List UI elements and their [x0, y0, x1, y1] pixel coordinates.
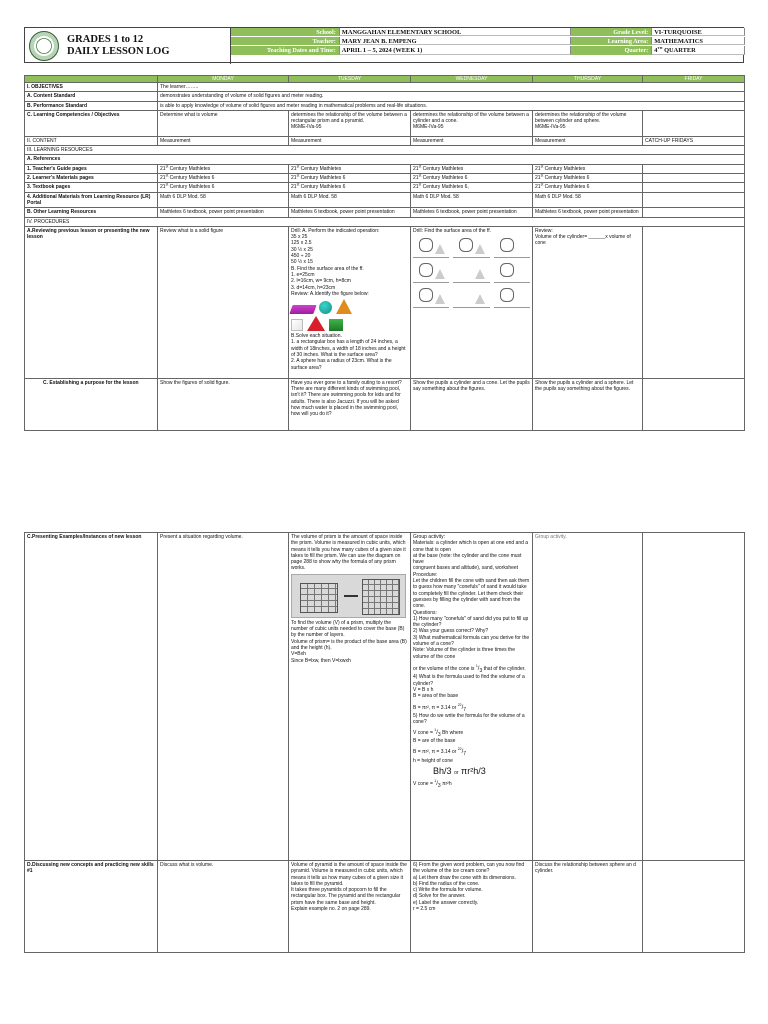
presenting-wed: Group activity: Materials: a cylinder which is open at one end and a cone that is open at the base (note: the cylinder and the cone must have congruent bases and altitude), sand, worksheet Procedure: Let the children fill the cone with sand then ask them to guess how many "conefuls" of sand it would take to completely fill the cylinder. Let them check their guesses by filling the cylinder with sand from the cone. Questions: 1) How many "conefuls" of sand did you put to fill up the cylinder? 2) Was your guess correct? Why? 3) What mathematical formula can you derive for the volume of a cone? Note: Volume of the cylinder is three times the volume of the cone or the volume of the cone is $^1/_3$ that of the cylinder. 4) What is the formula used to find the volume of a cylinder? V = B x h B = area of the base B = πr², π = 3.14 or $^{22}/_7$ 5) How do we write the formula for the volume of a cone? V cone = $^1/_3$ Bh where B = are of the base B = πr², π = 3.14 or $^{22}/_7$ h = height of cone Bh/3 or πr²h/3 V cone = $^1/_3$ πr²h — [411, 533, 533, 861]
table-row — [25, 533, 745, 861]
dates-value: APRIL 1 – 5, 2024 (WEEK 1) — [339, 46, 572, 55]
discussing-label: D.Discussing new concepts and practicing new skills #1 — [25, 861, 158, 953]
quarter-label: Quarter: — [571, 46, 651, 55]
lm-thu: 21st Century Mathletes 6 — [533, 174, 643, 183]
prism-formula-text: To find the volume (V) of a prism, multiply the number of cubic units needed to cover the base (B) by the number of layers. Volume of prism= is the product of the base area (B) and the height (h). V=Bxh Since B=lxw, then V=lxwxh — [291, 619, 407, 664]
drill-figure-icon — [494, 261, 530, 283]
presenting-mon: Present a situation regarding volume. — [158, 533, 289, 861]
day-header-row — [25, 76, 745, 83]
lm-tue: 21st Century Mathletes 6 — [289, 174, 411, 183]
prism-volume-text: The volume of prism is the amount of space inside the prism. Volume is measured in cubic units, which means it tells you how many cubes of a given size it takes to fill the prism. We can use the diagram on page 288 to show why the formula of any prism works. — [291, 534, 406, 572]
lm-pages-label: 2. Learner's Materials pages — [25, 174, 158, 183]
references-label: A. References — [25, 155, 745, 164]
table-row — [25, 101, 745, 110]
tg-mon: 21st Century Mathletes — [158, 164, 289, 173]
header-info — [230, 28, 745, 64]
day-tuesday: TUESDAY — [289, 76, 411, 83]
other-tue: Mathletes 6 textbook, power point presentation — [289, 208, 411, 217]
teacher-value: MARY JEAN B. EMPENG — [339, 37, 572, 45]
rectangular-prism-icon — [289, 305, 316, 314]
reviewing-wed — [411, 226, 533, 378]
discussing-tue: Volume of pyramid is the amount of space inside the pyramid. Volume is measured in cubic units, which means it tells us how many cubes of a given size it takes to fill the pyramid. It takes three pyramids of popcorn to fill the rectangular box. The pyramid and the rectangular prism have the same base and height. Explain example no. 2 on page 289. — [289, 861, 411, 953]
textbook-pages-label: 3. Textbook pages — [25, 183, 158, 192]
day-friday: FRIDAY — [643, 76, 745, 83]
other-thu: Mathletes 6 textbook, power point presentation — [533, 208, 643, 217]
cone-formula: Bh/3 or πr²h/3 — [433, 766, 486, 777]
unit-cubes-diagram — [291, 574, 406, 618]
document-title — [67, 34, 170, 58]
cylinder-icon — [319, 301, 332, 314]
tb-tue: 21st Century Mathletes 6 — [289, 183, 411, 192]
deped-seal-icon — [29, 31, 59, 61]
day-monday: MONDAY — [158, 76, 289, 83]
situation-text: B.Solve each situation. 1. a rectangular box has a length of 24 inches, a width of 18inches, a width of 18 inches and a height of 30 inches. What is the surface area? 2. A sphere has a radius of 23cm. What is the surface area? — [291, 333, 406, 371]
box-icon — [329, 319, 343, 331]
tg-thu: 21st Century Mathletes — [533, 164, 643, 173]
reviewing-label: A.Reviewing previous lesson or presenting the new lesson — [25, 226, 158, 378]
competency-mon: Determine what is volume — [158, 110, 289, 136]
table-row — [25, 183, 745, 192]
school-value: MANGGAHAN ELEMENTARY SCHOOL — [339, 28, 572, 36]
purpose-tue: Have you ever gone to a family outing to a resort? There are many different kinds of swimming pool, isn't it? There are swimming pools for kids and for adults. There is also Jacuzzi. If you will be asked how much water is placed in the swimming pool, how will you do it? — [289, 378, 411, 430]
purpose-thu: Show the pupils a cylinder and a sphere. Let the pupils say something about the figures. — [533, 378, 643, 430]
performance-standard-text: is able to apply knowledge of volume of solid figures and meter reading in mathematical problems and real-life situations. — [158, 101, 745, 110]
content-tue: Measurement — [289, 136, 411, 145]
cylinder-formula-text: 4) What is the formula used to find the volume of a cylinder? V = B x h B = area of the base — [413, 674, 525, 700]
resources-title: III. LEARNING RESOURCES — [25, 146, 745, 155]
tb-thu: 21st Century Mathletes 6 — [533, 183, 643, 192]
area-label: Learning Area: — [571, 37, 651, 45]
tg-tue: 21st Century Mathletes — [289, 164, 411, 173]
title-line-1: GRADES 1 to 12 — [67, 34, 144, 45]
drill-figure-icon — [453, 261, 489, 283]
table-row — [25, 110, 745, 136]
drill-figure-icon — [453, 286, 489, 308]
tg-wed: 21st Century Mathletes — [411, 164, 533, 173]
purpose-label: C. Establishing a purpose for the lesson — [25, 378, 158, 430]
reviewing-thu: Review: Volume of the cylinder= ______x volume of cone — [533, 226, 643, 378]
content-standard-label: A. Content Standard — [25, 92, 158, 101]
objectives-title: I. OBJECTIVES — [25, 83, 158, 92]
discussing-mon: Discuss what is volume. — [158, 861, 289, 953]
discussing-wed: 6) From the given word problem, can you now find the volume of the ice cream cone? a) Let them draw the cone with its dimensions. b) Find the radius of the cone. c) Write the formula for volume. d) Solve for the answer. e) Label the answer correctly. r = 2.5 cm — [411, 861, 533, 953]
presenting-thu: Group activity. — [533, 533, 643, 861]
content-mon: Measurement — [158, 136, 289, 145]
grade-value: VI-TURQUOISE — [651, 28, 745, 36]
title-line-2: DAILY LESSON LOG — [67, 46, 170, 57]
reviewing-tue — [289, 226, 411, 378]
surface-area-drill: Drill: Find the surface area of the ff. — [413, 227, 492, 234]
table-row — [25, 378, 745, 430]
grade-label: Grade Level: — [571, 28, 651, 36]
other-wed: Mathletes 6 textbook, power point presentation — [411, 208, 533, 217]
table-row — [25, 83, 745, 92]
other-mon: Mathletes 6 textbook, power point presentation — [158, 208, 289, 217]
school-label: School: — [231, 28, 339, 36]
area-value: MATHEMATICS — [651, 37, 745, 45]
presenting-label: C.Presenting Examples/Instances of new lesson — [25, 533, 158, 861]
solid-figures-row-1 — [291, 299, 408, 314]
purpose-mon: Show the figures of solid figure. — [158, 378, 289, 430]
content-wed: Measurement — [411, 136, 533, 145]
performance-standard-label: B. Performance Standard — [25, 101, 158, 110]
lm-mon: 21st Century Mathletes 6 — [158, 174, 289, 183]
table-row — [25, 155, 745, 164]
drill-figure-icon — [453, 236, 489, 258]
table-row — [25, 92, 745, 101]
dlp-wed: Math 6 DLP Mod. 58 — [411, 192, 533, 208]
table-row — [25, 217, 745, 226]
table-row — [25, 164, 745, 173]
other-resources-label: B. Other Learning Resources — [25, 208, 158, 217]
drill-figure-icon — [413, 286, 449, 308]
reviewing-mon: Review what is a solid figure — [158, 226, 289, 378]
dlp-thu: Math 6 DLP Mod. 58 — [533, 192, 643, 208]
drill-figure-icon — [413, 261, 449, 283]
tb-mon: 21st Century Mathletes 6 — [158, 183, 289, 192]
drill-figure-icon — [494, 236, 530, 258]
day-thursday: THURSDAY — [533, 76, 643, 83]
lm-wed: 21st Century Mathletes 6 — [411, 174, 533, 183]
pyramid-icon — [307, 316, 325, 331]
lesson-table-part-2 — [24, 532, 745, 953]
content-thu: Measurement — [533, 136, 643, 145]
solid-figures-row-2 — [291, 316, 408, 331]
table-row — [25, 136, 745, 145]
content-label: II. CONTENT — [25, 136, 158, 145]
competency-tue: determines the relationship of the volume between a rectangular prism and a pyramid. M6ME-IVa-95 — [289, 110, 411, 136]
cone-icon — [336, 299, 352, 314]
presenting-tue — [289, 533, 411, 861]
drill-figure-icon — [413, 236, 449, 258]
cube-icon — [291, 319, 303, 331]
drill-text: Drill: A. Perform the indicated operation: 35 x 25 125 x 2.5 30 ½ x 25 450 ÷ 20 50 ½ x 15 B. Find the surface area of the ff. 1. e=25cm 2. l=16cm, w= 9cm, h=8cm 3. d=14cm, h=23cm Review: A.Identify the figure below: — [291, 227, 380, 297]
tg-pages-label: 1. Teacher's Guide pages — [25, 164, 158, 173]
table-row — [25, 146, 745, 155]
tb-wed: 21st Century Mathletes 6, — [411, 183, 533, 192]
dlp-mon: Math 6 DLP Mod. 58 — [158, 192, 289, 208]
group-activity-text: Group activity: Materials: a cylinder which is open at one end and a cone that is open at the base (note: the cylinder and the cone must have congruent bases and altitude), sand, worksheet Procedure: Let the children fill the cone with sand then ask them to guess how many "conefuls" of sand it would take to completely fill the cylinder. Let them check their guesses by filling the cylinder with sand from the cone. Questions: 1) How many "conefuls" of sand did you put to fill up the cylinder? 2) Was your guess correct? Why? 3) What mathematical formula can you derive for the volume of a cone? Note: Volume of the cylinder is three times the volume of the cone — [413, 534, 530, 660]
objectives-intro: The learner…….. — [158, 83, 745, 92]
lr-portal-label: 4. Additional Materials from Learning Resource (LR) Portal — [25, 192, 158, 208]
arrow-icon — [344, 595, 358, 597]
dlp-tue: Math 6 DLP Mod. 58 — [289, 192, 411, 208]
table-row — [25, 208, 745, 217]
table-row — [25, 174, 745, 183]
table-row — [25, 861, 745, 953]
quarter-value: 4TH QUARTER — [651, 46, 745, 55]
table-row — [25, 226, 745, 378]
competency-wed: determines the relationship of the volume between a cylinder and a cone. M6ME-IVa-95 — [411, 110, 533, 136]
content-standard-text: demonstrates understanding of volume of solid figures and meter reading. — [158, 92, 745, 101]
content-fri: CATCH-UP FRIDAYS — [643, 136, 745, 145]
lesson-table-part-1 — [24, 75, 745, 431]
procedures-title: IV. PROCEDURES — [25, 217, 745, 226]
dates-label: Teaching Dates and Time: — [231, 46, 339, 55]
competencies-label: C. Learning Competencies / Objectives — [25, 110, 158, 136]
teacher-label: Teacher: — [231, 37, 339, 45]
discussing-thu: Discuss the relationship between sphere an d cylinder. — [533, 861, 643, 953]
table-row — [25, 192, 745, 208]
drill-figure-icon — [494, 286, 530, 308]
purpose-wed: Show the pupils a cylinder and a cone. Let the pupils say something about the figures. — [411, 378, 533, 430]
competency-thu: determines the relationship of the volume between cylinder and sphere. M6ME-IVa-95 — [533, 110, 643, 136]
day-wednesday: WEDNESDAY — [411, 76, 533, 83]
header — [24, 27, 744, 63]
surface-area-figures — [413, 236, 530, 308]
